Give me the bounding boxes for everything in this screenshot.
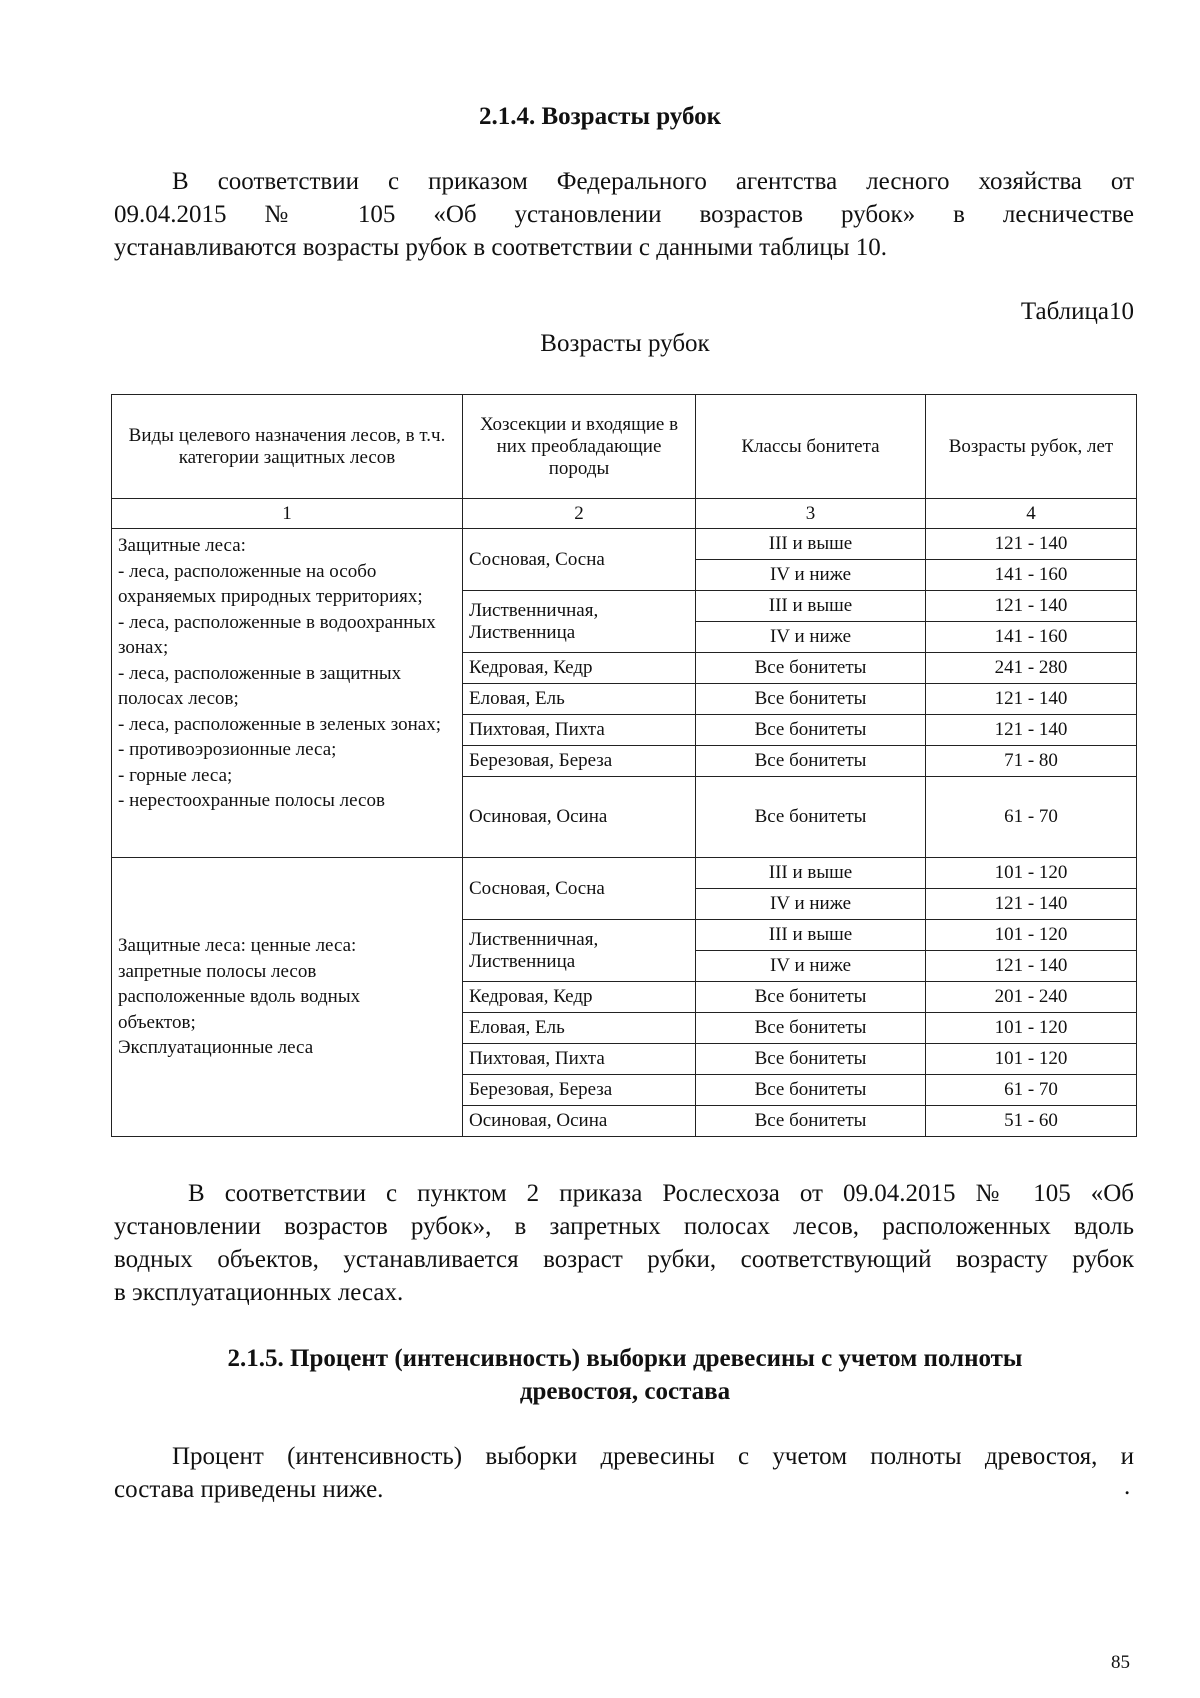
column-number: 4 bbox=[926, 499, 1137, 529]
species-cell: Пихтовая, Пихта bbox=[463, 715, 696, 746]
species-cell: Пихтовая, Пихта bbox=[463, 1044, 696, 1075]
species-cell: Березовая, Береза bbox=[463, 746, 696, 777]
species-cell: Лиственничная, Лиственница bbox=[463, 920, 696, 982]
age-cell: 121 - 140 bbox=[926, 591, 1137, 622]
paragraph-2-line-3: водных объектов, устанавливается возраст рубки, соответствующий возрасту рубок bbox=[114, 1246, 1134, 1273]
column-number: 1 bbox=[112, 499, 463, 529]
table-row bbox=[112, 858, 1137, 889]
bonitet-cell: Все бонитеты bbox=[696, 684, 926, 715]
table-row bbox=[112, 529, 1137, 560]
bonitet-cell: III и выше bbox=[696, 591, 926, 622]
table-label: Таблица10 bbox=[1020, 298, 1134, 325]
species-cell: Лиственничная, Лиственница bbox=[463, 591, 696, 653]
paragraph-2 bbox=[114, 1177, 1134, 1309]
age-cell: 121 - 140 bbox=[926, 951, 1137, 982]
age-cell: 101 - 120 bbox=[926, 1044, 1137, 1075]
bonitet-cell: Все бонитеты bbox=[696, 777, 926, 858]
species-cell: Сосновая, Сосна bbox=[463, 858, 696, 920]
species-cell: Еловая, Ель bbox=[463, 1013, 696, 1044]
trailing-mark: . bbox=[1124, 1473, 1131, 1500]
intro-line-1: В соответствии с приказом Федерального агентства лесного хозяйства от bbox=[172, 168, 1134, 195]
bonitet-cell: IV и ниже bbox=[696, 889, 926, 920]
species-cell: Кедровая, Кедр bbox=[463, 653, 696, 684]
column-number: 2 bbox=[463, 499, 696, 529]
age-cell: 61 - 70 bbox=[926, 777, 1137, 858]
section-heading-2-1-5 bbox=[0, 1342, 1200, 1408]
paragraph-2-line-1: В соответствии с пунктом 2 приказа Рослесхоза от 09.04.2015 № 105 «Об bbox=[188, 1180, 1134, 1207]
age-cell: 101 - 120 bbox=[926, 920, 1137, 951]
bonitet-cell: Все бонитеты bbox=[696, 1106, 926, 1137]
species-cell: Осиновая, Осина bbox=[463, 777, 696, 858]
page-number: 85 bbox=[1111, 1652, 1130, 1673]
bonitet-cell: IV и ниже bbox=[696, 622, 926, 653]
age-cell: 121 - 140 bbox=[926, 529, 1137, 560]
paragraph-3-line-2: состава приведены ниже. bbox=[114, 1476, 384, 1503]
section-heading-2-1-5-line-1: 2.1.5. Процент (интенсивность) выборки древесины с учетом полноты bbox=[227, 1345, 1023, 1372]
paragraph-2-line-4: в эксплуатационных лесах. bbox=[114, 1279, 404, 1306]
species-cell: Осиновая, Осина bbox=[463, 1106, 696, 1137]
bonitet-cell: III и выше bbox=[696, 858, 926, 889]
header-purpose: Виды целевого назначения лесов, в т.ч. категории защитных лесов bbox=[112, 395, 463, 499]
paragraph-2-line-2: установлении возрастов рубок», в запретных полосах лесов, расположенных вдоль bbox=[114, 1213, 1134, 1240]
cutting-age-table bbox=[111, 394, 1137, 1137]
column-number: 3 bbox=[696, 499, 926, 529]
bonitet-cell: IV и ниже bbox=[696, 951, 926, 982]
age-cell: 201 - 240 bbox=[926, 982, 1137, 1013]
section-heading-2-1-5-line-2: древостоя, состава bbox=[519, 1378, 731, 1405]
category-cell: Защитные леса: - леса, расположенные на особо охраняемых природных территориях; - леса, расположенные в водоохранных зонах; - леса, расположенные в защитных полосах лесов; - леса, расположенные в зеленых зонах; - противоэрозионные леса; - горные леса; - нерестоохранные полосы лесов bbox=[112, 529, 463, 858]
intro-line-2: 09.04.2015 № 105 «Об установлении возрастов рубок» в лесничестве bbox=[114, 201, 1134, 228]
age-cell: 141 - 160 bbox=[926, 622, 1137, 653]
paragraph-3 bbox=[114, 1440, 1134, 1506]
age-cell: 141 - 160 bbox=[926, 560, 1137, 591]
bonitet-cell: Все бонитеты bbox=[696, 653, 926, 684]
section-heading-2-1-4: 2.1.4. Возрасты рубок bbox=[478, 103, 722, 130]
intro-paragraph bbox=[114, 165, 1134, 264]
header-species: Хозсекции и входящие в них преобладающие породы bbox=[463, 395, 696, 499]
bonitet-cell: Все бонитеты bbox=[696, 746, 926, 777]
age-cell: 241 - 280 bbox=[926, 653, 1137, 684]
age-cell: 121 - 140 bbox=[926, 715, 1137, 746]
bonitet-cell: Все бонитеты bbox=[696, 715, 926, 746]
category-cell: Защитные леса: ценные леса: запретные полосы лесов расположенные вдоль водных объектов; Эксплуатационные леса bbox=[112, 858, 463, 1137]
bonitet-cell: III и выше bbox=[696, 920, 926, 951]
age-cell: 71 - 80 bbox=[926, 746, 1137, 777]
paragraph-3-line-1: Процент (интенсивность) выборки древесины с учетом полноты древостоя, и bbox=[172, 1443, 1134, 1470]
age-cell: 101 - 120 bbox=[926, 858, 1137, 889]
table-header-row bbox=[112, 395, 1137, 499]
species-cell: Еловая, Ель bbox=[463, 684, 696, 715]
species-cell: Березовая, Береза bbox=[463, 1075, 696, 1106]
bonitet-cell: Все бонитеты bbox=[696, 1013, 926, 1044]
column-number-row bbox=[112, 499, 1137, 529]
bonitet-cell: IV и ниже bbox=[696, 560, 926, 591]
age-cell: 61 - 70 bbox=[926, 1075, 1137, 1106]
bonitet-cell: Все бонитеты bbox=[696, 982, 926, 1013]
age-cell: 51 - 60 bbox=[926, 1106, 1137, 1137]
bonitet-cell: Все бонитеты bbox=[696, 1044, 926, 1075]
age-cell: 121 - 140 bbox=[926, 684, 1137, 715]
age-cell: 101 - 120 bbox=[926, 1013, 1137, 1044]
header-age: Возрасты рубок, лет bbox=[926, 395, 1137, 499]
header-bonitet: Классы бонитета bbox=[696, 395, 926, 499]
age-cell: 121 - 140 bbox=[926, 889, 1137, 920]
species-cell: Сосновая, Сосна bbox=[463, 529, 696, 591]
species-cell: Кедровая, Кедр bbox=[463, 982, 696, 1013]
intro-line-3: устанавливаются возрасты рубок в соответствии с данными таблицы 10. bbox=[114, 234, 888, 261]
bonitet-cell: Все бонитеты bbox=[696, 1075, 926, 1106]
table-caption: Возрасты рубок bbox=[540, 330, 710, 357]
bonitet-cell: III и выше bbox=[696, 529, 926, 560]
